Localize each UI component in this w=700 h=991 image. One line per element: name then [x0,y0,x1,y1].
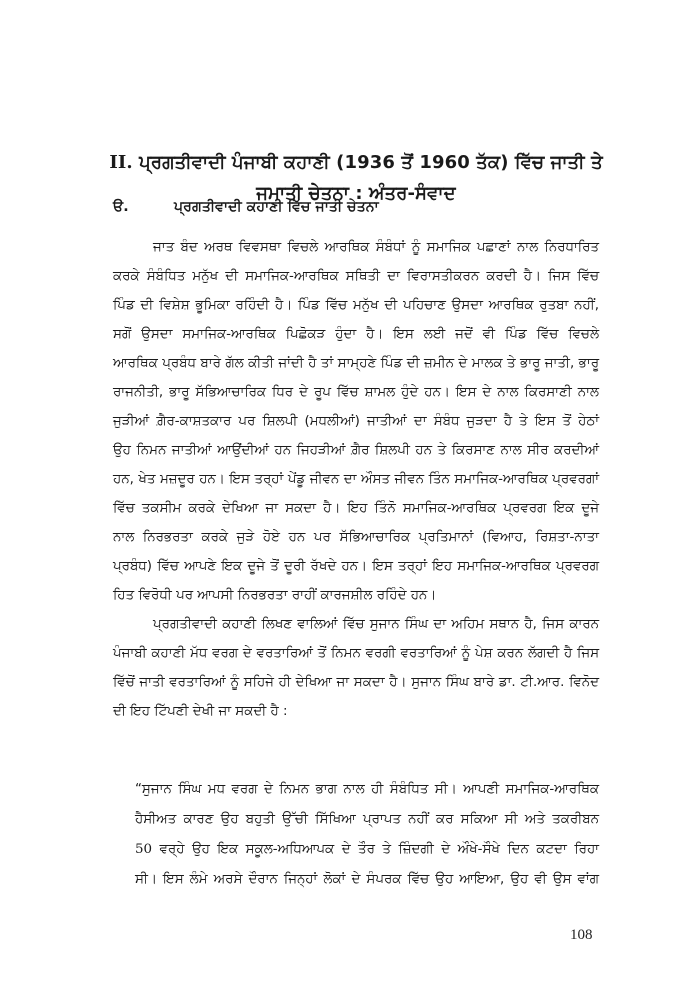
paragraph-line: ਆਰਥਿਕ ਪ੍ਰਬੰਧ ਬਾਰੇ ਗੱਲ ਕੀਤੀ ਜਾਂਦੀ ਹੈ ਤਾਂ ਸਾਮ੍ਹਣੇ ਪਿੰਡ ਦੀ ਜ਼ਮੀਨ ਦੇ ਮਾਲਕ ਤੇ ਭਾਰੂ ਜਾਤੀ, ਭਾਰੂ [113,356,599,371]
chapter-number: II. [109,152,133,173]
section-heading-text: ਪ੍ਰਗਤੀਵਾਦੀ ਕਹਾਣੀ ਵਿੱਚ ਜਾਤੀ ਚੇਤਨਾ [174,199,379,215]
section-marker: ੳ. [113,199,129,215]
paragraph-line: ਵਿੱਚ ਤਕਸੀਮ ਕਰਕੇ ਦੇਖਿਆ ਜਾ ਸਕਦਾ ਹੈ। ਇਹ ਤਿੰਨੋ ਸਮਾਜਿਕ-ਆਰਥਿਕ ਪ੍ਰਵਰਗ ਇਕ ਦੂਜੇ [113,501,599,516]
paragraph-line: ਵਿੱਚੋਂ ਜਾਤੀ ਵਰਤਾਰਿਆਂ ਨੂੰ ਸਹਿਜੇ ਹੀ ਦੇਖਿਆ ਜਾ ਸਕਦਾ ਹੈ। ਸੁਜਾਨ ਸਿੰਘ ਬਾਰੇ ਡਾ. ਟੀ.ਆਰ. ਵਿਨੋਦ [113,675,599,690]
paragraph-line: ਰਾਜਨੀਤੀ, ਭਾਰੂ ਸੱਭਿਆਚਾਰਿਕ ਧਿਰ ਦੇ ਰੂਪ ਵਿੱਚ ਸ਼ਾਮਲ ਹੁੰਦੇ ਹਨ। ਇਸ ਦੇ ਨਾਲ ਕਿਰਸਾਣੀ ਨਾਲ [113,385,599,400]
paragraph-line: ਹਨ, ਖੇਤ ਮਜ਼ਦੂਰ ਹਨ। ਇਸ ਤਰ੍ਹਾਂ ਪੇਂਡੂ ਜੀਵਨ ਦਾ ਔਸਤ ਜੀਵਨ ਤਿੰਨ ਸਮਾਜਿਕ-ਆਰਥਿਕ ਪ੍ਰਵਰਗਾਂ [113,472,599,487]
paragraph-2 [113,610,599,726]
paragraph-line: ਸਗੋਂ ਉਸਦਾ ਸਮਾਜਿਕ-ਆਰਥਿਕ ਪਿਛੋਕੜ ਹੁੰਦਾ ਹੈ। ਇਸ ਲਈ ਜਦੋਂ ਵੀ ਪਿੰਡ ਵਿੱਚ ਵਿਚਲੇ [113,327,599,342]
chapter-title-text-1: ਪ੍ਰਗਤੀਵਾਦੀ ਪੰਜਾਬੀ ਕਹਾਣੀ (1936 ਤੋਂ 1960 ਤੱਕ) ਵਿੱਚ ਜਾਤੀ ਤੇ [139,152,603,173]
paragraph-line: ਜਾਤ ਬੰਦ ਅਰਥ ਵਿਵਸਥਾ ਵਿਚਲੇ ਆਰਥਿਕ ਸੰਬੰਧਾਂ ਨੂੰ ਸਮਾਜਿਕ ਪਛਾਣਾਂ ਨਾਲ ਨਿਰਧਾਰਿਤ [153,240,599,255]
paragraph-line: ਦੀ ਇਹ ਟਿੱਪਣੀ ਦੇਖੀ ਜਾ ਸਕਦੀ ਹੈ : [113,704,288,719]
paragraph-line: ਨਾਲ ਨਿਰਭਰਤਾ ਕਰਕੇ ਜੁੜੇ ਹੋਏ ਹਨ ਪਰ ਸੱਭਿਆਚਾਰਿਕ ਪ੍ਰਤਿਮਾਨਾਂ (ਵਿਆਹ, ਰਿਸ਼ਤਾ-ਨਾਤਾ [113,530,599,545]
chapter-title-line-1 [103,147,609,178]
quote-number: 50 [135,842,153,857]
paragraph-line: ਪ੍ਰਬੰਧ) ਵਿੱਚ ਆਪਣੇ ਇਕ ਦੂਜੇ ਤੋਂ ਦੂਰੀ ਰੱਖਦੇ ਹਨ। ਇਸ ਤਰ੍ਹਾਂ ਇਹ ਸਮਾਜਿਕ-ਆਰਥਿਕ ਪ੍ਰਵਰਗ [113,559,599,574]
paragraph-line: ਪੰਜਾਬੀ ਕਹਾਣੀ ਮੱਧ ਵਰਗ ਦੇ ਵਰਤਾਰਿਆਂ ਤੋਂ ਨਿਮਨ ਵਰਗੀ ਵਰਤਾਰਿਆਂ ਨੂੰ ਪੇਸ਼ ਕਰਨ ਲੱਗਦੀ ਹੈ ਜਿਸ [113,646,599,661]
section-heading [113,196,599,218]
quote-line: “ਸੁਜਾਨ ਸਿੰਘ ਮਧ ਵਰਗ ਦੇ ਨਿਮਨ ਭਾਗ ਨਾਲ ਹੀ ਸੰਬੰਧਿਤ ਸੀ। ਆਪਣੀ ਸਮਾਜਿਕ-ਆਰਥਿਕ [135,782,599,797]
paragraph-line: ਹਿਤ ਵਿਰੋਧੀ ਪਰ ਆਪਸੀ ਨਿਰਭਰਤਾ ਰਾਹੀਂ ਕਾਰਜਸ਼ੀਲ ਰਹਿੰਦੇ ਹਨ। [113,588,437,603]
block-quote [135,775,599,895]
quote-line [135,835,599,865]
quote-line: ਸੀ। ਇਸ ਲੰਮੇ ਅਰਸੇ ਦੌਰਾਨ ਜਿਨ੍ਹਾਂ ਲੋਕਾਂ ਦੇ ਸੰਪਰਕ ਵਿੱਚ ਉਹ ਆਇਆ, ਉਹ ਵੀ ਉਸ ਵਾਂਗ [135,872,599,887]
paragraph-line: ਪਿੰਡ ਦੀ ਵਿਸ਼ੇਸ਼ ਭੂਮਿਕਾ ਰਹਿੰਦੀ ਹੈ। ਪਿੰਡ ਵਿੱਚ ਮਨੁੱਖ ਦੀ ਪਹਿਚਾਣ ਉਸਦਾ ਆਰਥਿਕ ਰੁਤਬਾ ਨਹੀਂ, [113,298,599,313]
paragraph-line: ਕਰਕੇ ਸੰਬੰਧਿਤ ਮਨੁੱਖ ਦੀ ਸਮਾਜਿਕ-ਆਰਥਿਕ ਸਥਿਤੀ ਦਾ ਵਿਰਾਸਤੀਕਰਨ ਕਰਦੀ ਹੈ। ਜਿਸ ਵਿੱਚ [113,269,599,284]
paragraph-line: ਜੁੜੀਆਂ ਗ਼ੈਰ-ਕਾਸ਼ਤਕਾਰ ਪਰ ਸ਼ਿਲਪੀ (ਮਧਲੀਆਂ) ਜਾਤੀਆਂ ਦਾ ਸੰਬੰਧ ਜੁੜਦਾ ਹੈ ਤੇ ਇਸ ਤੋਂ ਹੇਠਾਂ [113,414,599,429]
quote-line-text: ਵਰ੍ਹੇ ਉਹ ਇਕ ਸਕੂਲ-ਅਧਿਆਪਕ ਦੇ ਤੌਰ ਤੇ ਜ਼ਿੰਦਗੀ ਦੇ ਔਖੇ-ਸੌਖੇ ਦਿਨ ਕਟਦਾ ਰਿਹਾ [152,842,599,857]
quote-line: ਹੈਸੀਅਤ ਕਾਰਣ ਉਹ ਬਹੁਤੀ ਉੱਚੀ ਸਿੱਖਿਆ ਪ੍ਰਾਪਤ ਨਹੀਂ ਕਰ ਸਕਿਆ ਸੀ ਅਤੇ ਤਕਰੀਬਨ [135,812,599,827]
chapter-title-line-2: ਜਮਾਤੀ ਚੇਤਨਾ : ਅੰਤਰ-ਸੰਵਾਦ [256,183,456,204]
page-number: 108 [570,927,593,943]
paragraph-line: ਪ੍ਰਗਤੀਵਾਦੀ ਕਹਾਣੀ ਲਿਖਣ ਵਾਲਿਆਂ ਵਿੱਚ ਸੁਜਾਨ ਸਿੰਘ ਦਾ ਅਹਿਮ ਸਥਾਨ ਹੈ, ਜਿਸ ਕਾਰਨ [153,617,599,632]
paragraph-line: ਉਹ ਨਿਮਨ ਜਾਤੀਆਂ ਆਉਂਦੀਆਂ ਹਨ ਜਿਹੜੀਆਂ ਗ਼ੈਰ ਸ਼ਿਲਪੀ ਹਨ ਤੇ ਕਿਰਸਾਣ ਨਾਲ ਸੀਰ ਕਰਦੀਆਂ [113,443,599,458]
paragraph-1 [113,233,599,610]
